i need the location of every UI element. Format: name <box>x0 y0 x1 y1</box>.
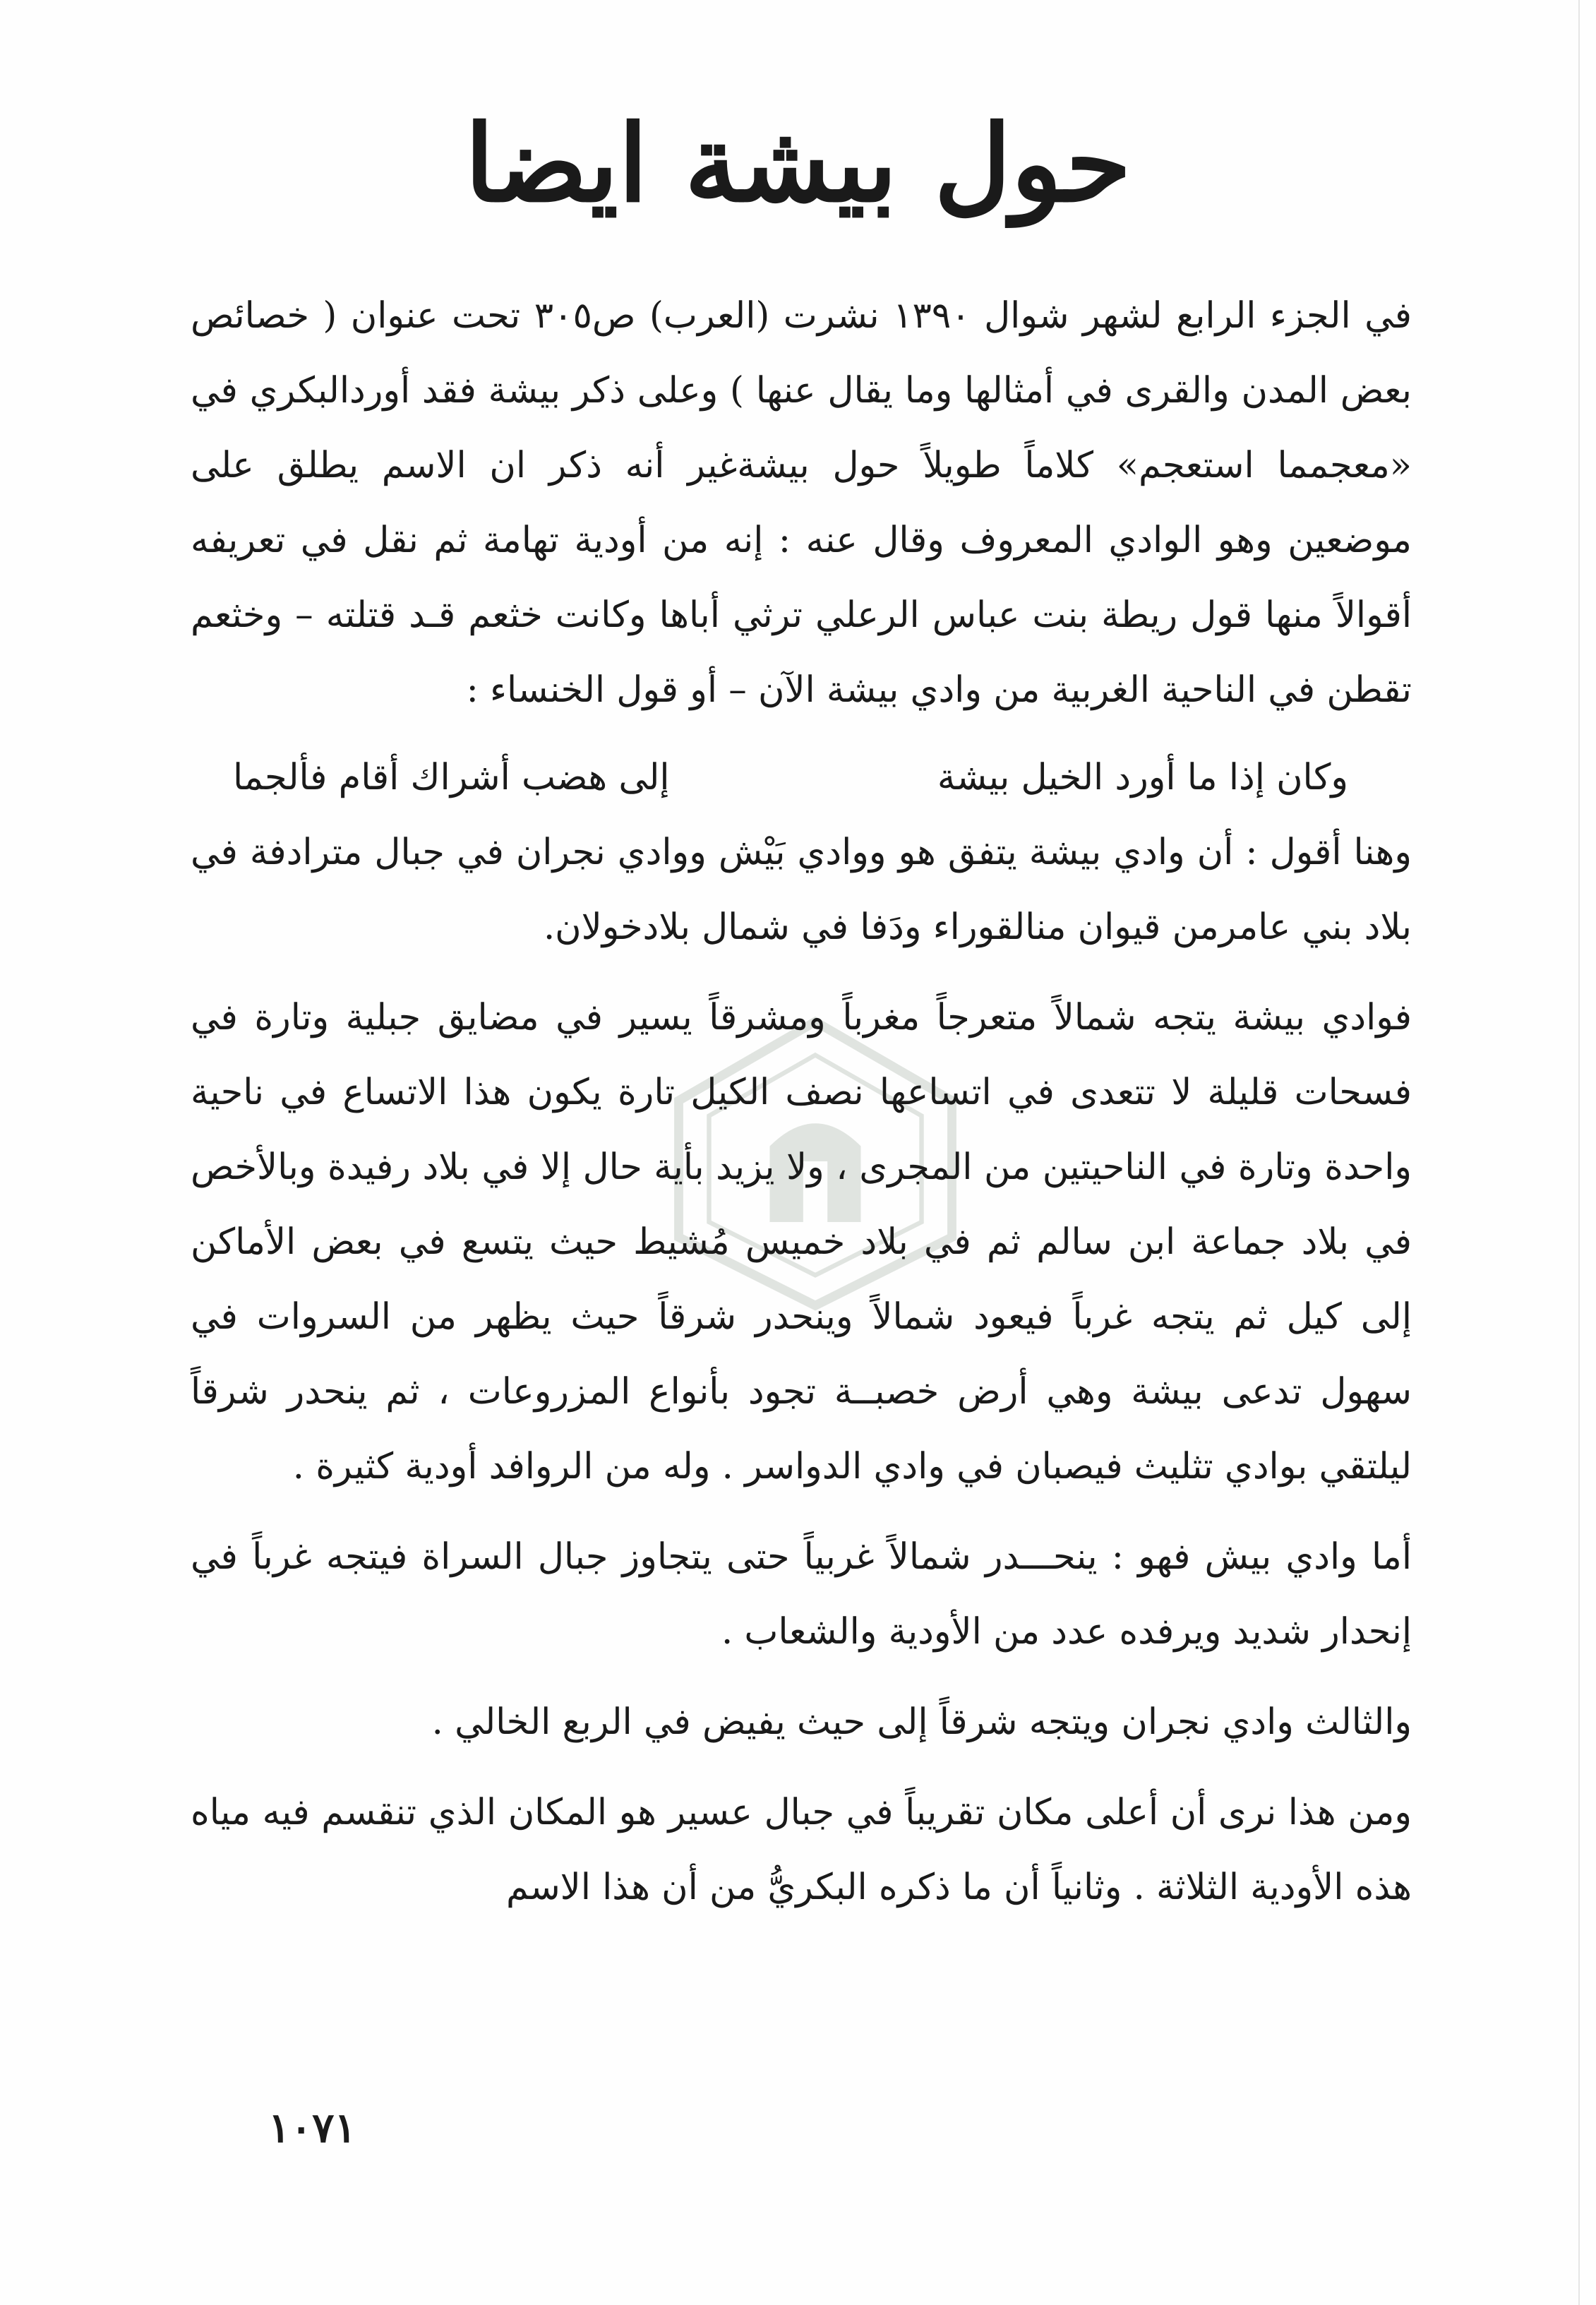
poem-first-hemistich: وكان إذا ما أورد الخيل بيشة <box>937 757 1348 798</box>
poem-verse <box>233 741 1348 815</box>
page-edge <box>1578 0 1580 2305</box>
article-title: حول بيشة ايضا <box>464 102 1132 226</box>
paragraph-valleys: وهنا أقول : أن وادي بيشة يتفق هو ووادي بَيْش ووادي نجران في جبال مترادفة في بلاد بني عامرمن قيوان منالقوراء ودَفا في شمال بلادخولان. <box>191 832 1412 948</box>
paragraph-najran-valley: والثالث وادي نجران ويتجه شرقاً إلى حيث يفيض في الربع الخالي . <box>431 1701 1412 1743</box>
paragraph-bisha-valley: فوادي بيشة يتجه شمالاً متعرجاً مغرباً ومشرقاً يسير في مضايق جبلية وتارة في فسحات قليلة لا تتعدى في اتساعها نصف الكيل تارة يكون هذا الاتساع في ناحية واحدة وتارة في الناحيتين من المجرى ، ولا يزيد بأية حال إلا في بلاد رفيدة وبالأخص في بلاد جماعة ابن سالم ثم في بلاد خميس مُشيط حيث يتسع في بعض الأماكن إلى كيل ثم يتجه غرباً فيعود شمالاً وينحدر شرقاً حيث يظهر من السروات في سهول تدعى بيشة وهي أرض خصبــة تجود بأنواع المزروعات ، ثم ينحدر شرقاً ليلتقي بوادي تثليث فيصبان في وادي الدواسر . وله من الروافد أودية كثيرة . <box>191 997 1412 1487</box>
article-body <box>191 279 1412 1925</box>
paragraph-baysh-valley: أما وادي بيش فهو : ينحـــدر شمالاً غربياً حتى يتجاوز جبال السراة فيتجه غرباً في إنحدار شديد ويرفده عدد من الأودية والشعاب . <box>191 1536 1412 1653</box>
paragraph-conclusion: ومن هذا نرى أن أعلى مكان تقريباً في جبال عسير هو المكان الذي تنقسم فيه مياه هذه الأودية الثلاثة . وثانياً أن ما ذكره البكريُّ من أن هذا الاسم <box>191 1792 1412 1908</box>
poem-second-hemistich: إلى هضب أشراك أقام فألجما <box>233 757 670 798</box>
page-number: ١٠٧١ <box>268 2104 356 2152</box>
paragraph-intro: في الجزء الرابع لشهر شوال ١٣٩٠ نشرت (العرب) ص٣٠٥ تحت عنوان ( خصائص بعض المدن والقرى في أمثالها وما يقال عنها ) وعلى ذكر بيشة فقد أوردالبكري في «معجمما استعجم» كلاماً طويلاً حول بيشةغير أنه ذكر ان الاسم يطلق على موضعين وهو الوادي المعروف وقال عنه : إنه من أودية تهامة ثم نقل في تعريفه أقوالاً منها قول ريطة بنت عباس الرعلي ترثي أباها وكانت خثعم قـد قتلته – وخثعم تقطن في الناحية الغربية من وادي بيشة الآن – أو قول الخنساء : <box>191 295 1412 711</box>
